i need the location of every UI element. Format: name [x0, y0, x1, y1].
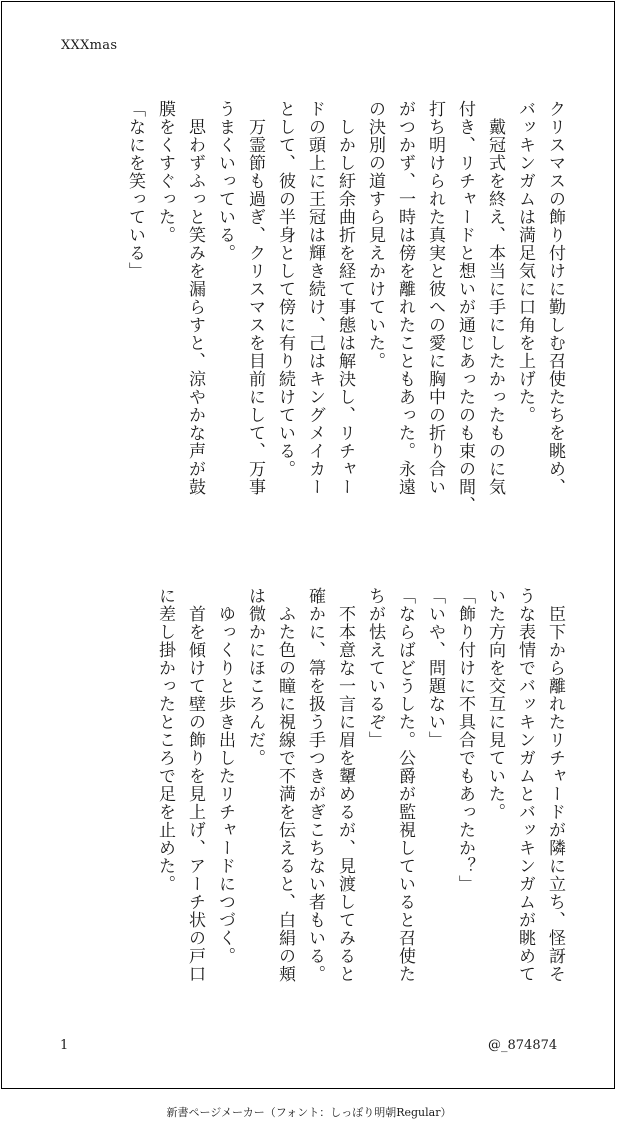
text-line: がつかず、一時は傍を離れたこともあった。永遠	[395, 100, 415, 496]
text-line: 付き、リチャードと想いが通じあったのも束の間、	[455, 100, 475, 514]
text-line: の決別の道すら見えかけていた。	[365, 100, 385, 370]
text-block-top	[58, 100, 570, 530]
text-line: 膜をくすぐった。	[155, 100, 175, 244]
text-line: ちが怯えているぞ」	[365, 587, 385, 749]
text-line: 不本意な一言に眉を顰めるが、見渡してみると	[335, 587, 355, 983]
text-line: 臣下から離れたリチャードが隣に立ち、怪訝そ	[545, 587, 565, 983]
text-line: 確かに、箒を扱う手つきがぎこちない者もいる。	[305, 587, 325, 983]
text-line: として、彼の半身として傍に有り続けている。	[275, 100, 295, 478]
page-number: 1	[60, 1038, 69, 1053]
text-line: 「ならばどうした。公爵が監視していると召使た	[395, 587, 415, 983]
text-line: 打ち明けられた真実と彼への愛に胸中の折り合い	[425, 100, 445, 496]
text-line: 「いや、問題ない」	[425, 587, 445, 749]
footer-caption: 新書ページメーカー（フォント：しっぽり明朝Regular）	[166, 1106, 452, 1119]
text-line: うまくいっている。	[215, 100, 235, 262]
text-line: に差し掛かったところで足を止めた。	[155, 587, 175, 893]
text-line: は微かにほころんだ。	[245, 587, 265, 767]
text-line: 首を傾けて壁の飾りを見上げ、アーチ状の戸口	[185, 587, 205, 983]
text-line: 「飾り付けに不具合でもあったか？」	[455, 587, 475, 893]
text-line: 万霊節も過ぎ、クリスマスを目前にして、万事	[245, 100, 265, 496]
text-line: クリスマスの飾り付けに勤しむ召使たちを眺め、	[545, 100, 565, 496]
text-line: 戴冠式を終え、本当に手にしたかったものに気	[485, 100, 505, 496]
text-line: ドの頭上に王冠は輝き続け、己はキングメイカー	[305, 100, 325, 496]
text-block-bottom	[58, 587, 570, 1007]
text-line: ふた色の瞳に視線で不満を伝えると、白絹の頬	[275, 587, 295, 983]
author-handle: @_874874	[488, 1038, 558, 1053]
text-line: しかし紆余曲折を経て事態は解決し、リチャー	[335, 100, 355, 496]
text-line: 思わずふっと笑みを漏らすと、涼やかな声が鼓	[185, 100, 205, 496]
text-line: 「なにを笑っている」	[125, 100, 145, 280]
header-title: XXXmas	[61, 38, 118, 53]
text-line: いた方向を交互に見ていた。	[485, 587, 505, 821]
text-line: うな表情でバッキンガムとバッキンガムが眺めて	[515, 587, 535, 983]
text-line: ゆっくりと歩き出したリチャードにつづく。	[215, 587, 235, 965]
text-line: バッキンガムは満足気に口角を上げた。	[515, 100, 535, 424]
